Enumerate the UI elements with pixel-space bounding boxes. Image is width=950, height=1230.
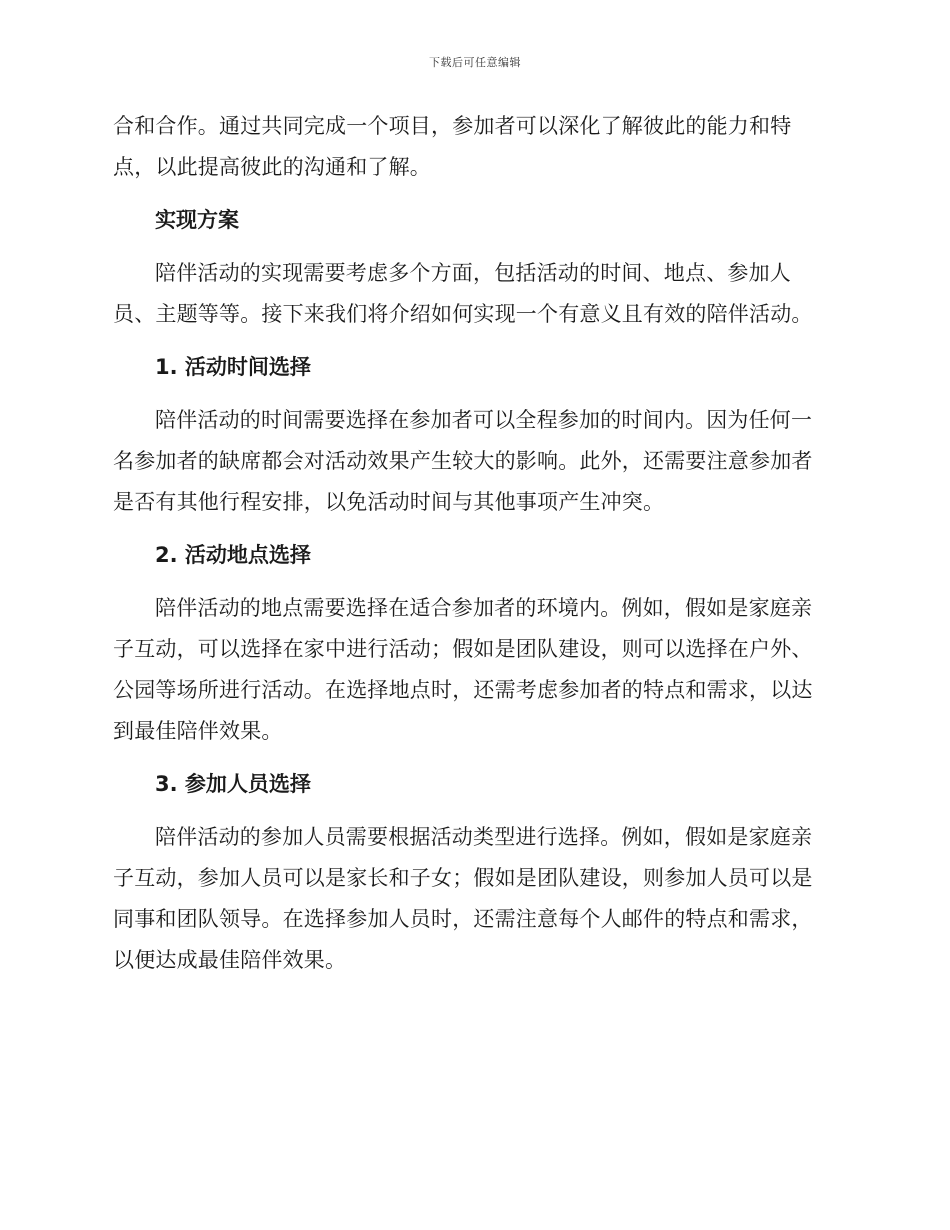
paragraph-participants: 陪伴活动的参加人员需要根据活动类型进行选择。例如，假如是家庭亲子互动，参加人员可以是家长和子女；假如是团队建设，则参加人员可以是同事和团队领导。在选择参加人员时，还需注意每个人邮件的特点和需求，以便达成最佳陪伴效果。 [113, 825, 813, 972]
section-heading-participants: 3. 参加人员选择 [155, 772, 311, 796]
paragraph-location: 陪伴活动的地点需要选择在适合参加者的环境内。例如，假如是家庭亲子互动，可以选择在家中进行活动；假如是团队建设，则可以选择在户外、公园等场所进行活动。在选择地点时，还需考虑参加者的特点和需求，以达到最佳陪伴效果。 [113, 596, 813, 743]
document-body [113, 106, 833, 993]
section-heading-location: 2. 活动地点选择 [155, 543, 311, 567]
section-heading-plan: 实现方案 [155, 208, 239, 232]
paragraph-time: 陪伴活动的时间需要选择在参加者可以全程参加的时间内。因为任何一名参加者的缺席都会对活动效果产生较大的影响。此外，还需要注意参加者是否有其他行程安排，以免活动时间与其他事项产生冲突。 [113, 408, 813, 514]
page-header: 下载后可任意编辑 [429, 56, 521, 69]
paragraph-continuation: 合和合作。通过共同完成一个项目，参加者可以深化了解彼此的能力和特点，以此提高彼此的沟通和了解。 [113, 114, 792, 179]
paragraph-plan: 陪伴活动的实现需要考虑多个方面，包括活动的时间、地点、参加人员、主题等等。接下来我们将介绍如何实现一个有意义且有效的陪伴活动。 [113, 261, 813, 326]
section-heading-time: 1. 活动时间选择 [155, 355, 311, 379]
